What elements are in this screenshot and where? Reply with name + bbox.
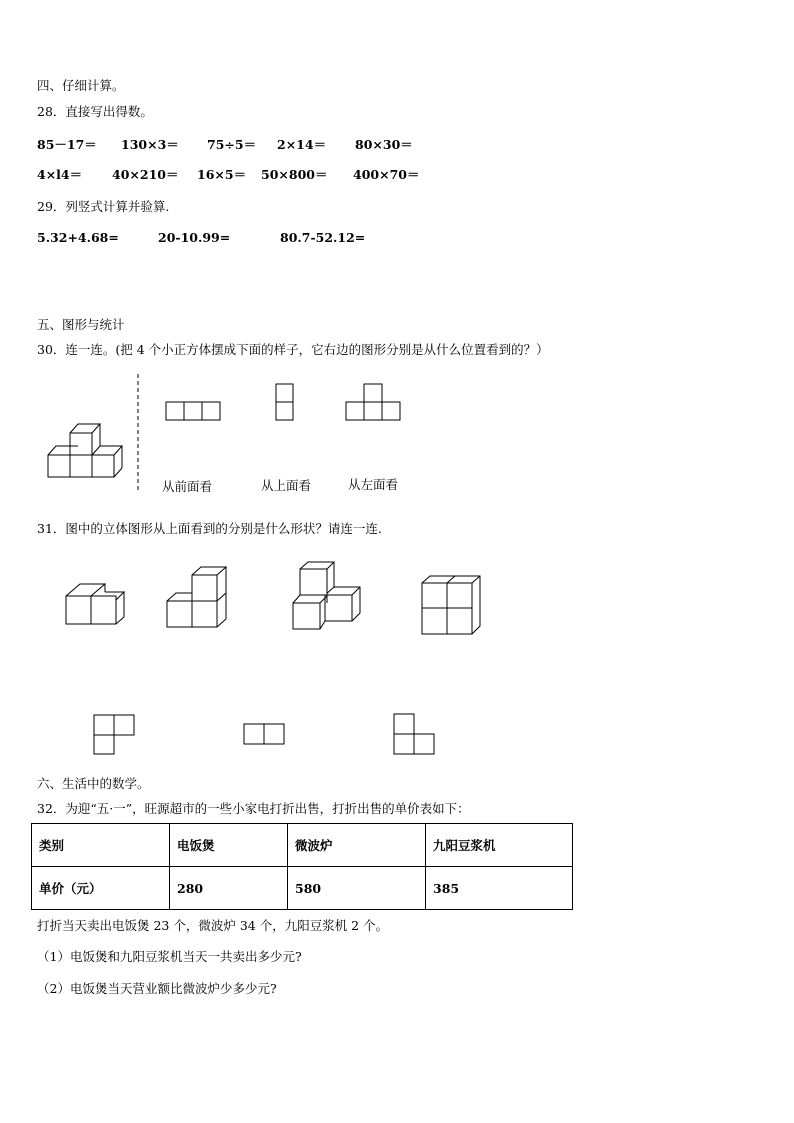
- q32-question-2: （2）电饭煲当天营业额比微波炉少多少元?: [37, 981, 277, 996]
- q29-expr: 20-10.99=: [158, 230, 231, 245]
- price-table: [31, 823, 573, 910]
- q29-expr: 80.7-52.12=: [280, 230, 366, 245]
- q28-expr: 40×210＝: [112, 167, 179, 182]
- q30-view-t-shape: [346, 384, 400, 420]
- table-cell: 电饭煲: [170, 824, 288, 867]
- q28-expr: 80×30＝: [355, 137, 413, 152]
- q32-statement: 打折当天卖出电饭煲 23 个，微波炉 34 个，九阳豆浆机 2 个。: [37, 918, 389, 933]
- q31-solid-1: [66, 584, 124, 624]
- table-cell: 微波炉: [288, 824, 426, 867]
- q31-view-l-right: [94, 715, 134, 754]
- table-cell: 类别: [32, 824, 170, 867]
- q28-expr: 75÷5＝: [207, 137, 257, 152]
- q28-expr: 130×3＝: [121, 137, 179, 152]
- q32-title: 32．为迎“五·一”，旺源超市的一些小家电打折出售，打折出售的单价表如下：: [37, 801, 470, 816]
- q31-view-row2: [244, 724, 284, 744]
- view-label-left: 从左面看: [348, 477, 399, 492]
- section-4-heading: 四、仔细计算。: [37, 78, 125, 93]
- table-row: [32, 867, 573, 910]
- q29-expr: 5.32+4.68=: [37, 230, 119, 245]
- q30-view-row3: [166, 402, 220, 420]
- q31-title: 31．图中的立体图形从上面看到的分别是什么形状？请连一连.: [37, 521, 382, 536]
- q28-expr: 4×l4＝: [37, 167, 83, 182]
- q30-title: 30．连一连。(把 4 个小正方体摆成下面的样子，它右边的图形分别是从什么位置看到的？）: [37, 342, 549, 357]
- q29-title: 29．列竖式计算并验算.: [37, 199, 170, 214]
- table-cell: 280: [170, 867, 288, 910]
- q31-solid-2: [167, 567, 226, 627]
- q31-solid-4: [422, 576, 480, 634]
- q28-expr: 16×5＝: [197, 167, 247, 182]
- table-cell: 580: [288, 867, 426, 910]
- q28-expr: 400×70＝: [353, 167, 420, 182]
- view-label-front: 从前面看: [162, 479, 213, 494]
- q28-expr: 50×800＝: [261, 167, 328, 182]
- q28-expr: 85－17＝: [37, 137, 97, 152]
- table-row: [32, 824, 573, 867]
- table-cell: 385: [426, 867, 573, 910]
- q30-cube-stack: [48, 424, 122, 477]
- section-6-heading: 六、生活中的数学。: [37, 776, 150, 791]
- q32-question-1: （1）电饭煲和九阳豆浆机当天一共卖出多少元?: [37, 949, 302, 964]
- table-cell: 九阳豆浆机: [426, 824, 573, 867]
- table-cell: 单价（元）: [32, 867, 170, 910]
- section-5-heading: 五、图形与统计: [37, 317, 125, 332]
- q31-view-l-left: [394, 714, 434, 754]
- view-label-top: 从上面看: [261, 478, 312, 493]
- q28-expr: 2×14＝: [277, 137, 327, 152]
- q31-solid-3: [293, 562, 360, 629]
- q28-title: 28．直接写出得数。: [37, 104, 153, 119]
- q30-view-column2: [276, 384, 293, 420]
